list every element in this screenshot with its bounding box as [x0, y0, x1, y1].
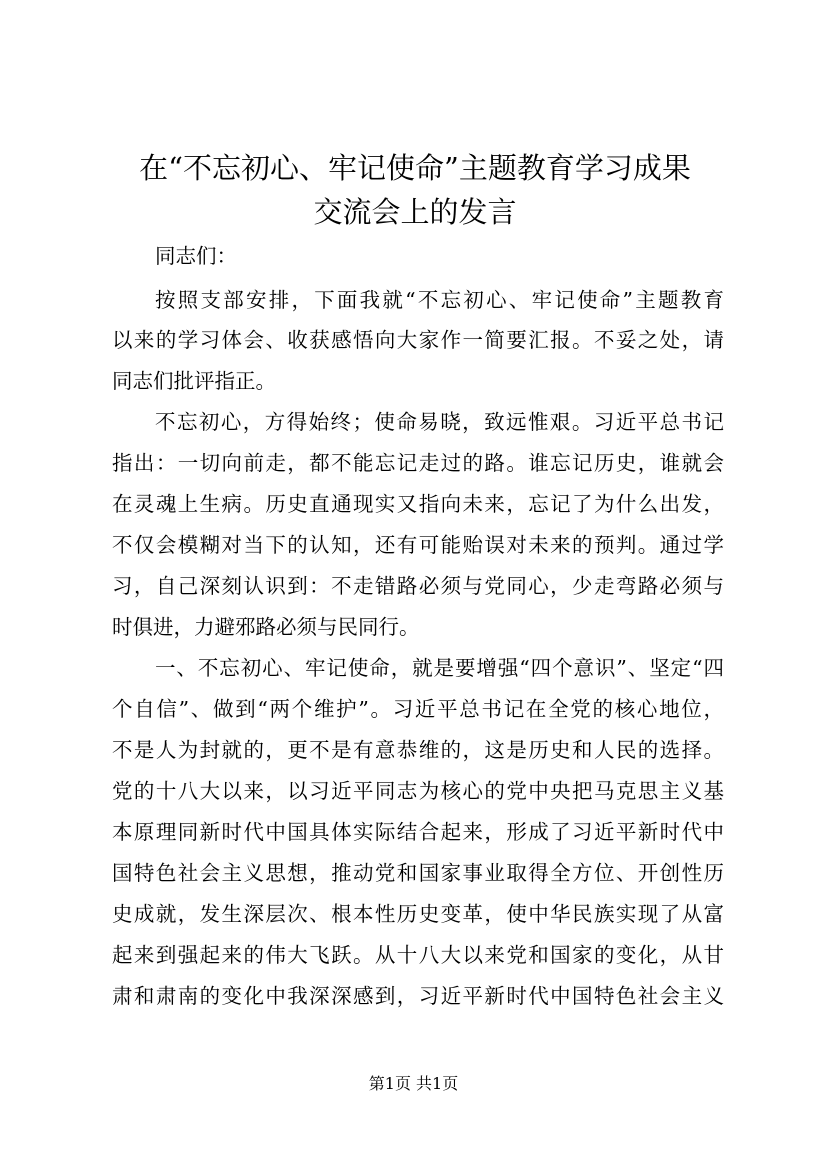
paragraph-line: 不仅会模糊对当下的认知，还有可能贻误对未来的预判。通过学 — [112, 533, 724, 557]
paragraph-line: 同志们批评指正。 — [112, 369, 276, 393]
paragraph-line: 党的十八大以来，以习近平同志为核心的党中央把马克思主义基 — [112, 779, 724, 803]
paragraph-line: 史成就，发生深层次、根本性历史变革，使中华民族实现了从富 — [112, 902, 724, 926]
paragraph-line: 一、不忘初心、牢记使命，就是要增强“四个意识”、坚定“四 — [155, 656, 724, 680]
document-title-line-2: 交流会上的发言 — [313, 195, 517, 229]
paragraph-line: 指出：一切向前走，都不能忘记走过的路。谁忘记历史，谁就会 — [112, 451, 724, 475]
paragraph-line: 习，自己深刻认识到：不走错路必须与党同心，少走弯路必须与 — [112, 574, 724, 598]
paragraph-line: 在灵魂上生病。历史直通现实又指向未来，忘记了为什么出发， — [112, 492, 724, 516]
paragraph-line: 时俱进，力避邪路必须与民同行。 — [112, 615, 420, 639]
paragraph-line: 以来的学习体会、收获感悟向大家作一简要汇报。不妥之处，请 — [112, 328, 724, 352]
salutation: 同志们： — [155, 244, 237, 268]
paragraph-line: 个自信”、做到“两个维护”。习近平总书记在全党的核心地位， — [112, 697, 724, 721]
paragraph-line: 不是人为封就的，更不是有意恭维的，这是历史和人民的选择。 — [112, 738, 724, 762]
document-title-line-1: 在“不忘初心、牢记使命”主题教育学习成果 — [139, 151, 691, 185]
page-number-footer: 第1页 共1页 — [368, 1074, 459, 1093]
paragraph-line: 起来到强起来的伟大飞跃。从十八大以来党和国家的变化，从甘 — [112, 943, 724, 967]
paragraph-line: 肃和肃南的变化中我深深感到，习近平新时代中国特色社会主义 — [112, 984, 724, 1008]
paragraph-line: 不忘初心，方得始终；使命易晓，致远惟艰。习近平总书记 — [155, 410, 724, 434]
paragraph-line: 本原理同新时代中国具体实际结合起来，形成了习近平新时代中 — [112, 820, 724, 844]
paragraph-line: 按照支部安排，下面我就“不忘初心、牢记使命”主题教育 — [155, 288, 724, 312]
paragraph-line: 国特色社会主义思想，推动党和国家事业取得全方位、开创性历 — [112, 861, 724, 885]
